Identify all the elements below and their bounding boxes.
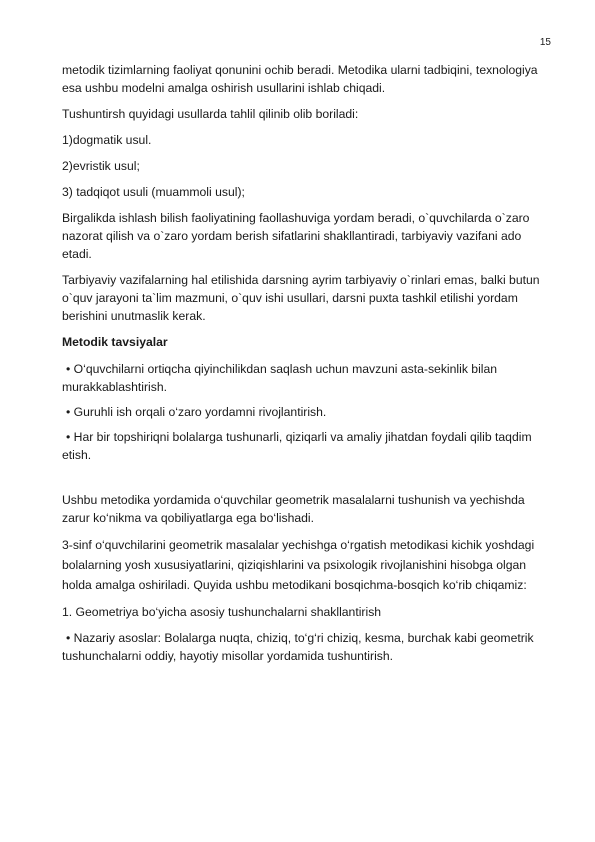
- paragraph: Ushbu metodika yordamida o‘quvchilar geometrik masalalarni tushunish va yechishda zarur ko‘nikma va qobiliyatlarga ega bo‘lishadi.: [62, 493, 525, 525]
- blank-line: [62, 471, 552, 491]
- list-item: 1)dogmatik usul.: [62, 133, 152, 147]
- numbered-heading: 1. Geometriya bo‘yicha asosiy tushunchalarni shakllantirish: [62, 605, 382, 619]
- paragraph: 3-sinf o‘quvchilarini geometrik masalalar yechishga o‘rgatish metodikasi kichik yoshdagi bolalarning yosh xususiyatlarini, qiziqishlarini va psixologik rivojlanishini hisobga olgan holda amalga oshiriladi. Quyida ushbu metodikani bosqichma-bosqich ko‘rib chiqamiz:: [62, 538, 535, 592]
- bullet-item: • O‘quvchilarni ortiqcha qiyinchilikdan saqlash uchun mavzuni asta-sekinlik bilan murakkablashtirish.: [62, 362, 498, 394]
- bullet-item: • Har bir topshiriqni bolalarga tushunarli, qiziqarli va amaliy jihatdan foydali qilib taqdim etish.: [62, 430, 532, 462]
- page-content: [62, 61, 552, 672]
- paragraph: Tushuntirsh quyidagi usullarda tahlil qilinib olib boriladi:: [62, 107, 359, 121]
- bullet-item: • Guruhli ish orqali o‘zaro yordamni rivojlantirish.: [66, 405, 327, 419]
- paragraph: Birgalikda ishlash bilish faoliyatining faollashuviga yordam beradi, o`quvchilarda o`zaro nazorat qilish va o`zaro yordam berish sifatlarini shakllantiradi, tarbiyaviy vazifani ado etadi.: [62, 211, 530, 261]
- list-item: 3) tadqiqot usuli (muammoli usul);: [62, 185, 245, 199]
- bullet-item: • Nazariy asoslar: Bolalarga nuqta, chiziq, to‘g‘ri chiziq, kesma, burchak kabi geometrik tushunchalarni oddiy, hayotiy misollar yordamida tushuntirish.: [62, 631, 534, 663]
- section-heading: Metodik tavsiyalar: [62, 335, 168, 349]
- paragraph: metodik tizimlarning faoliyat qonunini ochib beradi. Metodika ularni tadbiqini, texnologiya esa ushbu modelni amalga oshirish usullarini ishlab chiqadi.: [62, 63, 538, 95]
- paragraph: Tarbiyaviy vazifalarning hal etilishida darsning ayrim tarbiyaviy o`rinlari emas, balki butun o`quv jarayoni ta`lim mazmuni, o`quv ishi usullari, darsni puxta tashkil etilishi yordam berishini unutmaslik kerak.: [62, 273, 540, 323]
- page-number: 15: [539, 37, 551, 48]
- list-item: 2)evristik usul;: [62, 159, 140, 173]
